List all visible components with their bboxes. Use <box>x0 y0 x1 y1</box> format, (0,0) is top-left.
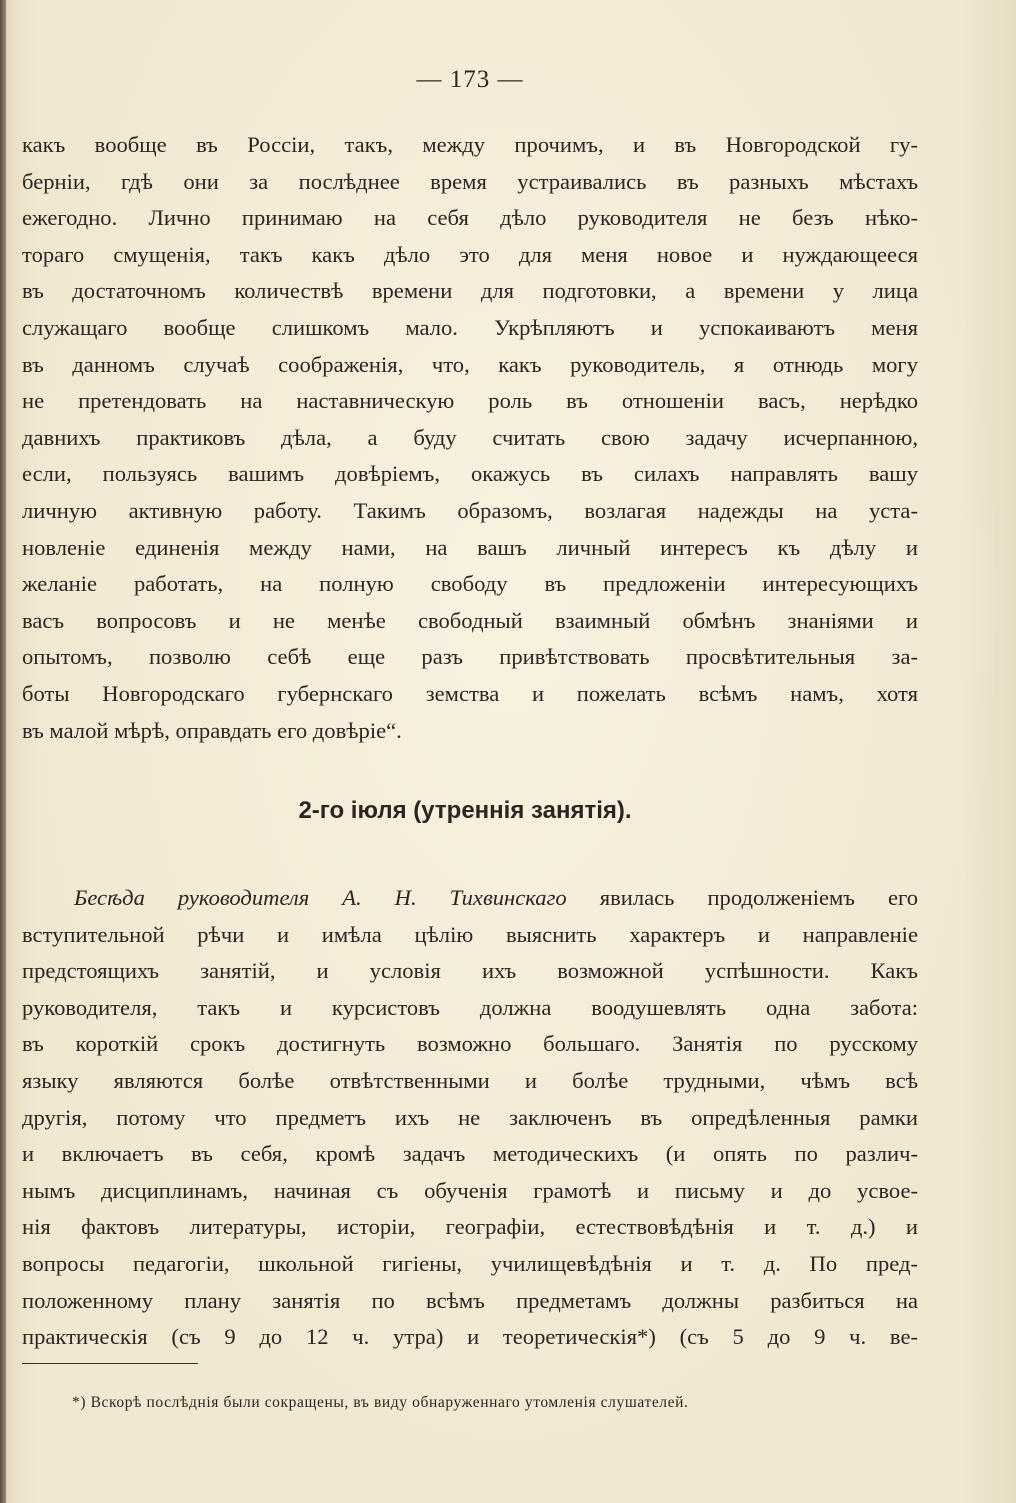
text-line: новленіе единенія между нами, на вашъ личный интересъ къ дѣлу и <box>22 534 918 560</box>
footnote-divider <box>22 1363 198 1364</box>
text-line: не претендовать на наставническую роль въ отношеніи васъ, нерѣдко <box>22 388 918 414</box>
text-line: нія фактовъ литературы, исторіи, географіи, естествовѣдѣнія и т. д.) и <box>22 1214 918 1240</box>
text-line: предстоящихъ занятій, и условія ихъ возможной успѣшности. Какъ <box>22 958 918 984</box>
text-line: вступительной рѣчи и имѣла цѣлію выяснить характеръ и направленіе <box>22 921 918 947</box>
italic-lead: Бесѣда руководителя А. Н. Тихвинскаго <box>74 885 567 910</box>
paragraph-continued-speech <box>22 127 918 749</box>
section-heading <box>0 797 930 825</box>
text-line: ежегодно. Лично принимаю на себя дѣло руководителя не безъ нѣко- <box>22 205 918 231</box>
text-line: тораго смущенія, такъ какъ дѣло это для меня новое и нуждающееся <box>22 241 918 267</box>
text-line: опытомъ, позволю себѣ еще разъ привѣтствовать просвѣтительныя за- <box>22 644 918 670</box>
text-line: давнихъ практиковъ дѣла, а буду считать свою задачу исчерпанною, <box>22 424 918 450</box>
text-line: положенному плану занятія по всѣмъ предметамъ должны разбиться на <box>22 1287 918 1313</box>
text-line: берніи, гдѣ они за послѣднее время устраивались въ разныхъ мѣстахъ <box>22 168 918 194</box>
text-line: нымъ дисциплинамъ, начиная съ обученія грамотѣ и письму и до усвое- <box>22 1177 918 1203</box>
text-line: въ достаточномъ количествѣ времени для подготовки, а времени у лица <box>22 278 918 304</box>
text-line: языку являются болѣе отвѣтственными и болѣе трудными, чѣмъ всѣ <box>22 1067 918 1093</box>
text-line: въ короткій срокъ достигнуть возможно большаго. Занятія по русскому <box>22 1031 918 1057</box>
text-line: личную активную работу. Такимъ образомъ, возлагая надежды на уста- <box>22 497 918 523</box>
text-line: руководителя, такъ и курсистовъ должна воодушевлять одна забота: <box>22 994 918 1020</box>
text-line-first <box>22 880 918 917</box>
text-line: и включаетъ въ себя, кромѣ задачъ методическихъ (и опять по различ- <box>22 1141 918 1167</box>
section-heading-date: 2-го іюля <box>298 797 407 824</box>
text-line: какъ вообще въ Россіи, такъ, между прочимъ, и въ Новгородской гу- <box>22 132 918 157</box>
section-heading-note: (утреннія занятія). <box>413 797 632 824</box>
text-line: боты Новгородскаго губернскаго земства и пожелать всѣмъ намъ, хотя <box>22 680 918 706</box>
text-line: практическія (съ 9 до 12 ч. утра) и теоретическія*) (съ 5 до 9 ч. ве- <box>22 1324 918 1350</box>
text-line: въ данномъ случаѣ соображенія, что, какъ руководитель, я отнюдь могу <box>22 351 918 377</box>
first-line-rest: явилась продолженіемъ его <box>599 885 918 910</box>
text-line: если, пользуясь вашимъ довѣріемъ, окажусь въ силахъ направлять вашу <box>22 461 918 487</box>
page-number: — 173 — <box>416 66 524 93</box>
page-spine-shadow <box>0 0 6 1503</box>
paragraph-discussion <box>22 880 918 1356</box>
text-line: въ малой мѣрѣ, оправдать его довѣріе“. <box>22 717 402 743</box>
text-line: васъ вопросовъ и не менѣе свободный взаимный обмѣнъ знаніями и <box>22 607 918 633</box>
text-line: другія, потому что предметъ ихъ не заключенъ въ опредѣленныя рамки <box>22 1104 918 1130</box>
text-line: вопросы педагогіи, школьной гигіены, училищевѣдѣнія и т. д. По пред- <box>22 1250 918 1276</box>
footnote: *) Вскорѣ послѣднія были сокращены, въ виду обнаруженнаго утомленія слушателей. <box>72 1394 689 1411</box>
text-line: служащаго вообще слишкомъ мало. Укрѣпляютъ и успокаиваютъ меня <box>22 314 918 340</box>
text-line: желаніе работать, на полную свободу въ предложеніи интересующихъ <box>22 571 918 597</box>
